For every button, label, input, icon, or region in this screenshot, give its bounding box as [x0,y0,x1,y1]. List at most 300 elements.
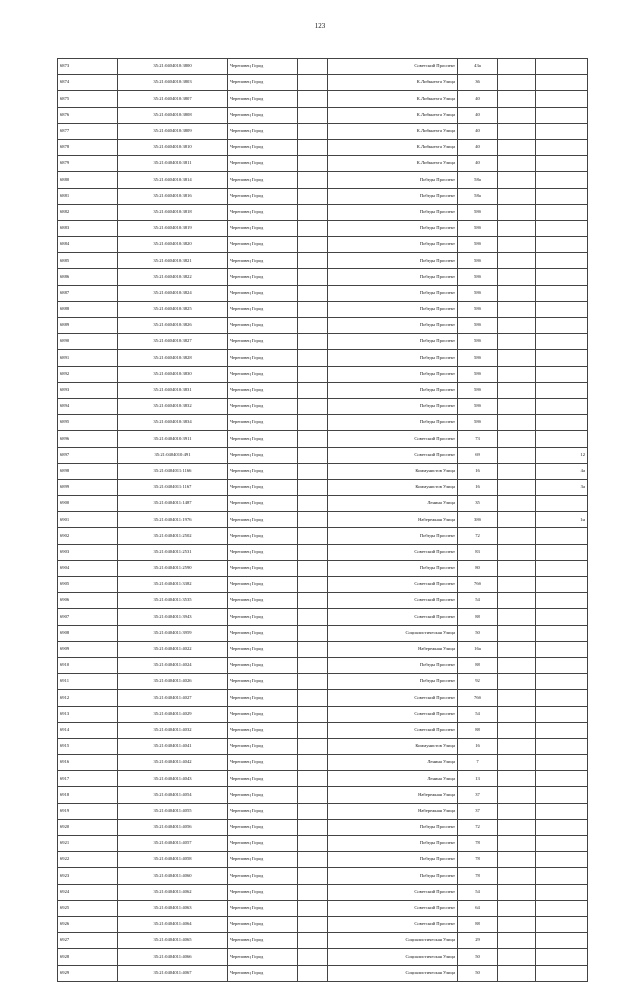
extra-cell-1 [498,139,536,155]
row-number-cell: 6881 [58,188,118,204]
extra-cell-1 [498,334,536,350]
cadastral-number-cell: 35:21:0404011:4029 [118,706,228,722]
apartment-cell [536,965,588,981]
empty-cell [298,755,328,771]
apartment-cell [536,706,588,722]
empty-cell [298,916,328,932]
table-row [58,431,588,447]
extra-cell-1 [498,577,536,593]
table-row [58,836,588,852]
table-row [58,900,588,916]
table-row [58,722,588,738]
apartment-cell [536,220,588,236]
street-cell: Ленина Улица [328,771,458,787]
house-number-cell: 54 [458,884,498,900]
street-cell: Социалистическая Улица [328,933,458,949]
empty-cell [298,900,328,916]
extra-cell-1 [498,269,536,285]
empty-cell [298,479,328,495]
cadastral-number-cell: 35:21:0404010:3803 [118,75,228,91]
apartment-cell [536,657,588,673]
empty-cell [298,366,328,382]
empty-cell [298,674,328,690]
table-row [58,398,588,414]
cadastral-number-cell: 35:21:0404010:3819 [118,220,228,236]
cadastral-number-cell: 35:21:0404010:3808 [118,107,228,123]
table-row [58,949,588,965]
apartment-cell [536,868,588,884]
extra-cell-1 [498,560,536,576]
street-cell: Победы Проспект [328,819,458,835]
row-number-cell: 6906 [58,593,118,609]
city-cell: Череповец Город [228,382,298,398]
street-cell: Социалистическая Улица [328,965,458,981]
table-row [58,269,588,285]
apartment-cell [536,91,588,107]
house-number-cell: 40 [458,156,498,172]
table-row [58,123,588,139]
row-number-cell: 6883 [58,220,118,236]
house-number-cell: 58б [458,204,498,220]
row-number-cell: 6908 [58,625,118,641]
apartment-cell [536,738,588,754]
cadastral-number-cell: 35:21:0404011:1167 [118,479,228,495]
empty-cell [298,868,328,884]
cadastral-number-cell: 35:21:0404011:3959 [118,625,228,641]
empty-cell [298,965,328,981]
house-number-cell: 40 [458,139,498,155]
apartment-cell [536,139,588,155]
house-number-cell: 88 [458,609,498,625]
city-cell: Череповец Город [228,318,298,334]
row-number-cell: 6902 [58,528,118,544]
extra-cell-1 [498,463,536,479]
extra-cell-1 [498,852,536,868]
table-row [58,285,588,301]
table-row [58,91,588,107]
empty-cell [298,285,328,301]
street-cell: Советский Проспект [328,900,458,916]
house-number-cell: 69 [458,447,498,463]
city-cell: Череповец Город [228,398,298,414]
extra-cell-1 [498,868,536,884]
table-row [58,350,588,366]
street-cell: Победы Проспект [328,188,458,204]
extra-cell-1 [498,398,536,414]
empty-cell [298,107,328,123]
empty-cell [298,819,328,835]
house-number-cell: 72 [458,528,498,544]
house-number-cell: 37 [458,787,498,803]
street-cell: Победы Проспект [328,172,458,188]
city-cell: Череповец Город [228,123,298,139]
apartment-cell: 1н [536,512,588,528]
empty-cell [298,188,328,204]
empty-cell [298,625,328,641]
city-cell: Череповец Город [228,431,298,447]
city-cell: Череповец Город [228,949,298,965]
street-cell: Победы Проспект [328,852,458,868]
table-row [58,641,588,657]
house-number-cell: 16 [458,738,498,754]
house-number-cell: 78 [458,836,498,852]
extra-cell-1 [498,350,536,366]
street-cell: К.Либкнехта Улица [328,75,458,91]
table-row [58,496,588,512]
street-cell: Победы Проспект [328,657,458,673]
row-number-cell: 6888 [58,301,118,317]
row-number-cell: 6922 [58,852,118,868]
cadastral-number-cell: 35:21:0404011:4027 [118,690,228,706]
cadastral-number-cell: 35:21:0404011:4042 [118,755,228,771]
empty-cell [298,609,328,625]
table-body [58,59,588,982]
empty-cell [298,528,328,544]
cadastral-number-cell: 35:21:0404010:3822 [118,269,228,285]
row-number-cell: 6889 [58,318,118,334]
row-number-cell: 6929 [58,965,118,981]
registry-table [57,58,588,982]
cadastral-number-cell: 35:21:0404011:4055 [118,803,228,819]
table-row [58,933,588,949]
table-row [58,625,588,641]
cadastral-number-cell: 35:21:0404010:3824 [118,285,228,301]
table-row [58,884,588,900]
row-number-cell: 6928 [58,949,118,965]
house-number-cell: 88 [458,722,498,738]
table-row [58,382,588,398]
street-cell: Победы Проспект [328,301,458,317]
apartment-cell [536,852,588,868]
cadastral-number-cell: 35:21:0404010:3821 [118,253,228,269]
extra-cell-1 [498,722,536,738]
extra-cell-1 [498,625,536,641]
table-row [58,868,588,884]
street-cell: Советский Проспект [328,431,458,447]
row-number-cell: 6915 [58,738,118,754]
cadastral-number-cell: 35:21:0404010:3831 [118,382,228,398]
apartment-cell [536,771,588,787]
table-row [58,204,588,220]
empty-cell [298,318,328,334]
row-number-cell: 6919 [58,803,118,819]
city-cell: Череповец Город [228,738,298,754]
house-number-cell: 43а [458,59,498,75]
house-number-cell: 58а [458,172,498,188]
apartment-cell [536,237,588,253]
house-number-cell: 58б [458,366,498,382]
street-cell: К.Либкнехта Улица [328,107,458,123]
extra-cell-1 [498,544,536,560]
apartment-cell [536,204,588,220]
extra-cell-1 [498,123,536,139]
street-cell: Коммунистов Улица [328,479,458,495]
street-cell: Советский Проспект [328,609,458,625]
table-row [58,803,588,819]
row-number-cell: 6879 [58,156,118,172]
extra-cell-1 [498,836,536,852]
extra-cell-1 [498,253,536,269]
apartment-cell: 3а [536,479,588,495]
street-cell: Советский Проспект [328,447,458,463]
city-cell: Череповец Город [228,139,298,155]
apartment-cell [536,172,588,188]
street-cell: Набережная Улица [328,787,458,803]
table-row [58,75,588,91]
empty-cell [298,933,328,949]
street-cell: Советский Проспект [328,916,458,932]
empty-cell [298,431,328,447]
row-number-cell: 6900 [58,496,118,512]
house-number-cell: 92 [458,674,498,690]
cadastral-number-cell: 35:21:0404011:1166 [118,463,228,479]
row-number-cell: 6923 [58,868,118,884]
table-row [58,447,588,463]
cadastral-number-cell: 35:21:0404011:1976 [118,512,228,528]
row-number-cell: 6887 [58,285,118,301]
row-number-cell: 6873 [58,59,118,75]
city-cell: Череповец Город [228,237,298,253]
row-number-cell: 6874 [58,75,118,91]
table-row [58,560,588,576]
house-number-cell: 64 [458,900,498,916]
apartment-cell [536,819,588,835]
extra-cell-1 [498,75,536,91]
extra-cell-1 [498,641,536,657]
cadastral-number-cell: 35:21:0404011:4043 [118,771,228,787]
row-number-cell: 6904 [58,560,118,576]
apartment-cell [536,156,588,172]
cadastral-number-cell: 35:21:0404011:4065 [118,933,228,949]
extra-cell-1 [498,204,536,220]
city-cell: Череповец Город [228,560,298,576]
city-cell: Череповец Город [228,674,298,690]
house-number-cell: 7 [458,755,498,771]
cadastral-number-cell: 35:21:0404010:3800 [118,59,228,75]
row-number-cell: 6901 [58,512,118,528]
house-number-cell: 38б [458,512,498,528]
empty-cell [298,949,328,965]
city-cell: Череповец Город [228,706,298,722]
house-number-cell: 58б [458,334,498,350]
empty-cell [298,560,328,576]
city-cell: Череповец Город [228,933,298,949]
city-cell: Череповец Город [228,852,298,868]
street-cell: Набережная Улица [328,512,458,528]
row-number-cell: 6927 [58,933,118,949]
house-number-cell: 83 [458,544,498,560]
house-number-cell: 76б [458,577,498,593]
cadastral-number-cell: 35:21:0404011:4022 [118,641,228,657]
empty-cell [298,447,328,463]
city-cell: Череповец Город [228,107,298,123]
house-number-cell: 58б [458,382,498,398]
apartment-cell [536,123,588,139]
row-number-cell: 6882 [58,204,118,220]
apartment-cell [536,884,588,900]
apartment-cell [536,755,588,771]
extra-cell-1 [498,803,536,819]
empty-cell [298,852,328,868]
city-cell: Череповец Город [228,204,298,220]
extra-cell-1 [498,593,536,609]
table-row [58,690,588,706]
street-cell: Победы Проспект [328,334,458,350]
row-number-cell: 6914 [58,722,118,738]
apartment-cell [536,382,588,398]
house-number-cell: 37 [458,803,498,819]
cadastral-number-cell: 35:21:0404010:3807 [118,91,228,107]
row-number-cell: 6925 [58,900,118,916]
street-cell: Советский Проспект [328,593,458,609]
extra-cell-1 [498,900,536,916]
apartment-cell [536,59,588,75]
extra-cell-1 [498,188,536,204]
apartment-cell [536,803,588,819]
house-number-cell: 58б [458,301,498,317]
city-cell: Череповец Город [228,253,298,269]
street-cell: Советский Проспект [328,577,458,593]
street-cell: Советский Проспект [328,706,458,722]
house-number-cell: 40 [458,107,498,123]
house-number-cell: 58б [458,318,498,334]
extra-cell-1 [498,91,536,107]
house-number-cell: 78 [458,868,498,884]
street-cell: Победы Проспект [328,237,458,253]
house-number-cell: 80 [458,560,498,576]
street-cell: Советский Проспект [328,884,458,900]
cadastral-number-cell: 35:21:0404011:4064 [118,916,228,932]
apartment-cell [536,836,588,852]
row-number-cell: 6880 [58,172,118,188]
cadastral-number-cell: 35:21:0404011:4058 [118,852,228,868]
house-number-cell: 50 [458,965,498,981]
row-number-cell: 6907 [58,609,118,625]
street-cell: Набережная Улица [328,641,458,657]
city-cell: Череповец Город [228,269,298,285]
house-number-cell: 58б [458,415,498,431]
table-row [58,366,588,382]
street-cell: Победы Проспект [328,415,458,431]
city-cell: Череповец Город [228,447,298,463]
table-row [58,674,588,690]
house-number-cell: 58б [458,253,498,269]
city-cell: Череповец Город [228,528,298,544]
street-cell: Победы Проспект [328,204,458,220]
row-number-cell: 6894 [58,398,118,414]
row-number-cell: 6897 [58,447,118,463]
extra-cell-1 [498,738,536,754]
table-row [58,139,588,155]
street-cell: К.Либкнехта Улица [328,123,458,139]
extra-cell-1 [498,479,536,495]
extra-cell-1 [498,771,536,787]
cadastral-number-cell: 35:21:0404010:3827 [118,334,228,350]
empty-cell [298,771,328,787]
extra-cell-1 [498,107,536,123]
street-cell: Победы Проспект [328,285,458,301]
table-row [58,253,588,269]
extra-cell-1 [498,674,536,690]
apartment-cell [536,285,588,301]
extra-cell-1 [498,496,536,512]
apartment-cell [536,625,588,641]
city-cell: Череповец Город [228,544,298,560]
row-number-cell: 6909 [58,641,118,657]
house-number-cell: 73 [458,431,498,447]
row-number-cell: 6920 [58,819,118,835]
table-row [58,819,588,835]
street-cell: К.Либкнехта Улица [328,156,458,172]
row-number-cell: 6905 [58,577,118,593]
table-row [58,479,588,495]
apartment-cell [536,609,588,625]
cadastral-number-cell: 35:21:0404010:3826 [118,318,228,334]
extra-cell-1 [498,884,536,900]
row-number-cell: 6875 [58,91,118,107]
apartment-cell [536,949,588,965]
cadastral-number-cell: 35:21:0404011:4057 [118,836,228,852]
cadastral-number-cell: 35:21:0404010:3830 [118,366,228,382]
apartment-cell [536,641,588,657]
cadastral-number-cell: 35:21:0404011:4024 [118,657,228,673]
city-cell: Череповец Город [228,75,298,91]
row-number-cell: 6924 [58,884,118,900]
extra-cell-1 [498,609,536,625]
street-cell: Советский Проспект [328,544,458,560]
extra-cell-1 [498,220,536,236]
table-row [58,463,588,479]
cadastral-number-cell: 35:21:0404010:491 [118,447,228,463]
extra-cell-1 [498,657,536,673]
apartment-cell [536,301,588,317]
city-cell: Череповец Город [228,868,298,884]
apartment-cell [536,398,588,414]
table-row [58,965,588,981]
table-row [58,59,588,75]
apartment-cell [536,431,588,447]
apartment-cell [536,577,588,593]
cadastral-number-cell: 35:21:0404011:4041 [118,738,228,754]
table-row [58,577,588,593]
empty-cell [298,334,328,350]
street-cell: Победы Проспект [328,253,458,269]
house-number-cell: 58б [458,269,498,285]
extra-cell-1 [498,787,536,803]
house-number-cell: 58б [458,350,498,366]
extra-cell-1 [498,965,536,981]
extra-cell-1 [498,156,536,172]
street-cell: Социалистическая Улица [328,625,458,641]
house-number-cell: 88 [458,657,498,673]
cadastral-number-cell: 35:21:0404010:3828 [118,350,228,366]
empty-cell [298,496,328,512]
house-number-cell: 58б [458,237,498,253]
cadastral-number-cell: 35:21:0404011:4062 [118,884,228,900]
empty-cell [298,91,328,107]
empty-cell [298,706,328,722]
table-row [58,528,588,544]
empty-cell [298,75,328,91]
table-row [58,609,588,625]
row-number-cell: 6896 [58,431,118,447]
cadastral-number-cell: 35:21:0404011:4063 [118,900,228,916]
street-cell: Советский Проспект [328,722,458,738]
apartment-cell [536,334,588,350]
city-cell: Череповец Город [228,609,298,625]
house-number-cell: 54 [458,706,498,722]
city-cell: Череповец Город [228,334,298,350]
